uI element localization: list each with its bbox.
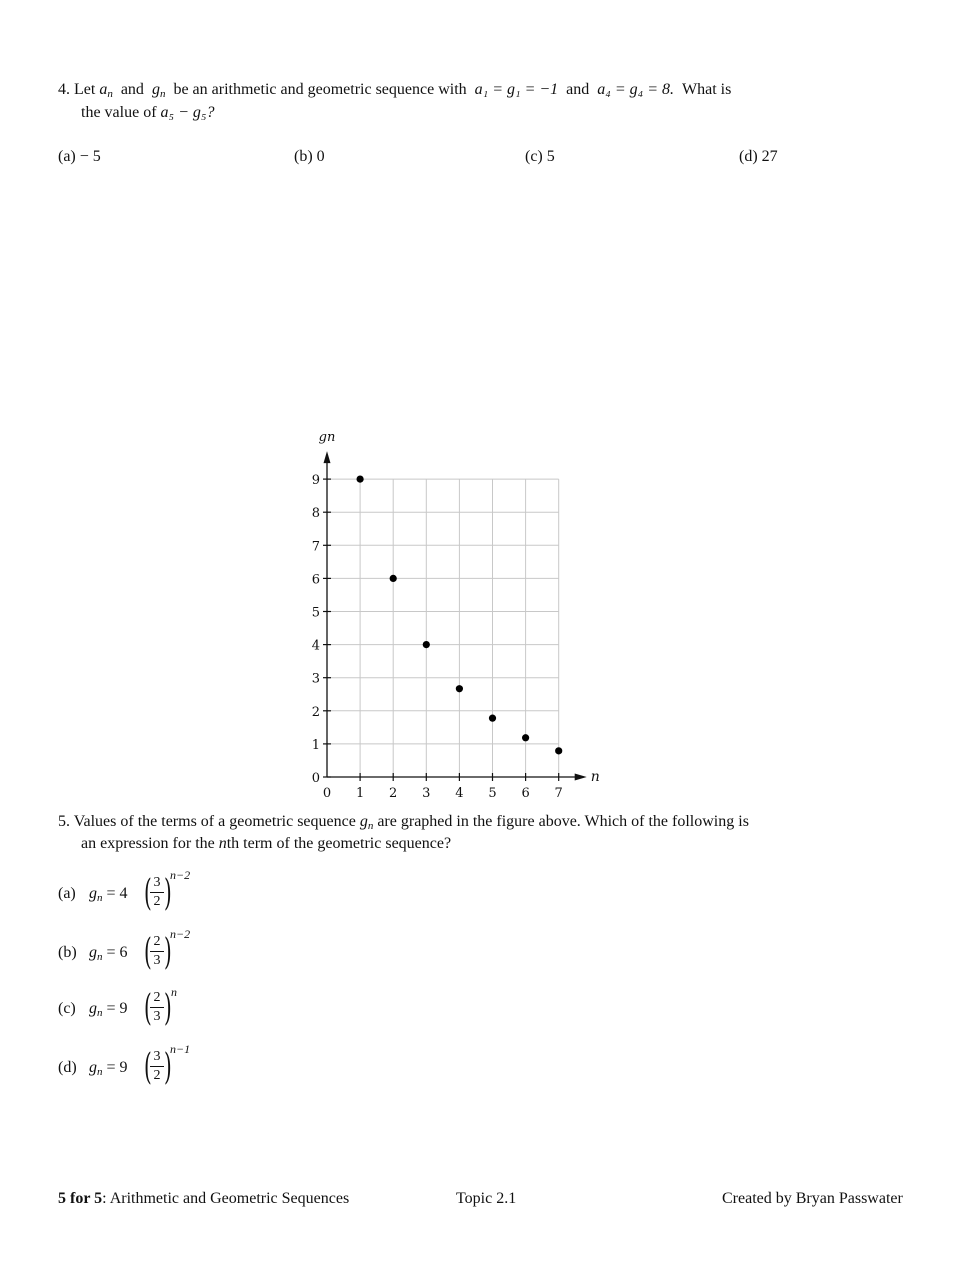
x-tick-label: 2 <box>389 786 398 801</box>
q4-choice-d[interactable]: (d) 27 <box>739 148 778 165</box>
y-tick-label: 2 <box>311 704 320 720</box>
footer-title <box>58 1190 349 1208</box>
data-point <box>522 734 529 741</box>
footer-topic: Topic 2.1 <box>456 1190 517 1207</box>
q5-choice-d-formula: $g_n = 9$ <box>89 1059 128 1078</box>
data-point <box>357 476 364 483</box>
q5-text-a: Values of the terms of a geometric sequence <box>73 813 356 830</box>
footer-brand: 5 for 5 <box>58 1190 103 1207</box>
y-tick-label: 5 <box>311 605 320 621</box>
x-tick-label: 7 <box>554 786 563 801</box>
x-axis-arrow <box>575 774 587 781</box>
y-axis-arrow <box>324 451 331 463</box>
q4-and-2: and <box>566 81 590 98</box>
y-tick-label: 4 <box>311 638 320 654</box>
y-tick-label: 3 <box>311 671 320 687</box>
q5-text-d: th term of the geometric sequence? <box>226 835 452 852</box>
x-axis-label: n <box>590 769 600 785</box>
data-point <box>489 715 496 722</box>
x-tick-label: 6 <box>521 786 530 801</box>
q4-choice-c[interactable]: (c) 5 <box>525 148 555 165</box>
x-tick-label: 0 <box>322 786 332 801</box>
y-axis-label: gn <box>318 430 336 446</box>
y-tick-label: 1 <box>311 737 320 753</box>
q5-n: n <box>218 835 227 852</box>
y-tick-label: 8 <box>311 506 320 522</box>
q4-condition-1: a₁ = g₁ = −1 <box>474 81 559 98</box>
q5-number: 5. <box>58 813 70 830</box>
q4-number: 4. <box>58 81 70 98</box>
x-tick-label: 5 <box>488 786 497 801</box>
data-point <box>390 575 397 582</box>
q4-a-n: $a_n$ <box>99 81 113 100</box>
q4-and: and <box>120 81 144 98</box>
x-tick-label: 3 <box>422 786 431 801</box>
q5-line-1 <box>58 813 749 832</box>
q4-value-of: the value of <box>81 104 157 121</box>
footer-author: Created by Bryan Passwater <box>722 1190 903 1207</box>
q5-choice-a-formula: $g_n = 4$ <box>89 885 128 904</box>
y-tick-label: 0 <box>311 771 320 786</box>
x-tick-label: 1 <box>355 786 365 801</box>
q4-condition-2: a₄ = g₄ = 8. <box>597 81 674 98</box>
q4-text-end: What is <box>682 81 732 98</box>
x-tick-label: 4 <box>455 786 464 801</box>
q5-choice-c-formula: $g_n = 9$ <box>89 1000 128 1019</box>
data-point <box>555 747 562 754</box>
q4-text-mid: be an arithmetic and geometric sequence with <box>173 81 467 98</box>
q5-choice-b-formula: $g_n = 6$ <box>89 944 128 963</box>
q5-g-n: $g_n$ <box>359 813 374 832</box>
y-tick-label: 7 <box>311 539 320 555</box>
q4-choice-b[interactable]: (b) 0 <box>294 148 325 165</box>
q4-choice-a[interactable]: (a) − 5 <box>58 148 101 165</box>
q5-text-b: are graphed in the figure above. Which of the following is <box>377 813 749 830</box>
q5-text-c: an expression for the <box>81 835 215 852</box>
footer-subtitle: : Arithmetic and Geometric Sequences <box>102 1190 350 1207</box>
q5-line-2 <box>81 835 451 853</box>
q4-expression: a₅ − g₅? <box>160 104 215 121</box>
data-point <box>423 641 430 648</box>
q4-text-let: Let <box>74 81 96 98</box>
data-point <box>456 685 463 692</box>
y-tick-label: 9 <box>311 473 320 489</box>
q4-g-n: $g_n$ <box>151 81 166 100</box>
y-tick-label: 6 <box>311 572 320 588</box>
